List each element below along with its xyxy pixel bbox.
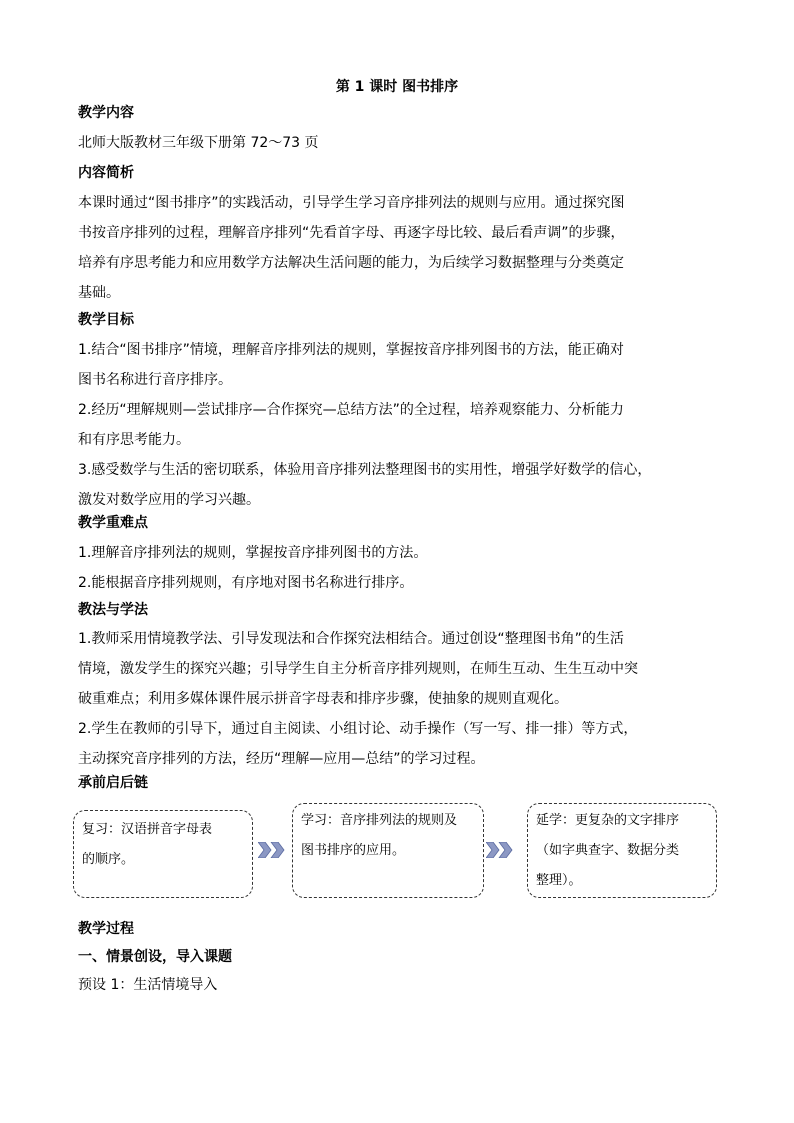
chain-box-line: 的顺序。 bbox=[82, 852, 135, 867]
lesson-title: 第 1 课时 图书排序 bbox=[335, 79, 459, 95]
heading-teaching-process: 教学过程 bbox=[78, 921, 134, 937]
chain-box-line: （如字典查字、数据分类 bbox=[536, 843, 680, 858]
goal-line: 和有序思考能力。 bbox=[78, 432, 190, 448]
method-line: 情境，激发学生的探究兴趣；引导学生自主分析音序排列规则，在师生互动、生生互动中突 bbox=[78, 661, 638, 677]
goal-line: 3.感受数学与生活的密切联系，体验用音序排列法整理图书的实用性，增强学好数学的信心， bbox=[78, 462, 652, 478]
chevron-right-icon bbox=[258, 842, 286, 858]
goal-line: 1.结合“图书排序”情境，理解音序排列法的规则，掌握按音序排列图书的方法，能正确对 bbox=[78, 342, 624, 358]
method-line: 破重难点；利用多媒体课件展示拼音字母表和排序步骤，使抽象的规则直观化。 bbox=[78, 691, 568, 707]
heading-teaching-goals: 教学目标 bbox=[78, 312, 134, 328]
goal-line: 图书名称进行音序排序。 bbox=[78, 372, 232, 388]
chain-box-review bbox=[73, 810, 253, 898]
heading-learning-chain: 承前启后链 bbox=[78, 775, 148, 791]
summary-line: 本课时通过“图书排序”的实践活动，引导学生学习音序排列法的规则与应用。通过探究图 bbox=[78, 195, 625, 211]
chain-box-line: 图书排序的应用。 bbox=[301, 843, 406, 858]
heading-key-points: 教学重难点 bbox=[78, 515, 148, 531]
content-summary-paragraph bbox=[78, 188, 728, 308]
method-line: 主动探究音序排列的方法，经历“理解—应用—总结”的学习过程。 bbox=[78, 751, 485, 767]
chain-box-line: 复习：汉语拼音字母表 bbox=[82, 822, 213, 837]
summary-line: 基础。 bbox=[78, 285, 120, 301]
chain-box-line: 学习：音序排列法的规则及 bbox=[301, 813, 458, 828]
chain-box-line: 延学：更复杂的文字排序 bbox=[536, 813, 680, 828]
method-line: 2.学生在教师的引导下，通过自主阅读、小组讨论、动手操作（写一写、排一排）等方式， bbox=[78, 721, 638, 737]
heading-content-summary: 内容简析 bbox=[78, 165, 134, 181]
teaching-methods-paragraph bbox=[78, 624, 728, 774]
key-points-paragraph bbox=[78, 538, 728, 598]
summary-line: 书按音序排列的过程，理解音序排列“先看首字母、再逐字母比较、最后看声调”的步骤， bbox=[78, 225, 625, 241]
chain-box-learn bbox=[292, 803, 484, 898]
method-line: 1.教师采用情境教学法、引导发现法和合作探究法相结合。通过创设“整理图书角”的生活 bbox=[78, 631, 624, 647]
teaching-goals-paragraph bbox=[78, 335, 728, 515]
process-step-1-heading: 一、情景创设，导入课题 bbox=[78, 949, 232, 965]
chain-box-extend bbox=[527, 803, 717, 898]
heading-teaching-methods: 教法与学法 bbox=[78, 602, 148, 618]
heading-teaching-content: 教学内容 bbox=[78, 105, 134, 121]
chevron-right-icon bbox=[486, 842, 514, 858]
key-point-line: 2.能根据音序排列规则，有序地对图书名称进行排序。 bbox=[78, 575, 414, 591]
process-preset-1: 预设 1：生活情境导入 bbox=[78, 977, 218, 993]
chain-box-line: 整理）。 bbox=[536, 873, 582, 888]
goal-line: 2.经历“理解规则—尝试排序—合作探究—总结方法”的全过程，培养观察能力、分析能力 bbox=[78, 402, 624, 418]
teaching-content-text: 北师大版教材三年级下册第 72～73 页 bbox=[78, 135, 319, 151]
goal-line: 激发对数学应用的学习兴趣。 bbox=[78, 492, 260, 508]
summary-line: 培养有序思考能力和应用数学方法解决生活问题的能力，为后续学习数据整理与分类奠定 bbox=[78, 255, 624, 271]
key-point-line: 1.理解音序排列法的规则，掌握按音序排列图书的方法。 bbox=[78, 545, 428, 561]
